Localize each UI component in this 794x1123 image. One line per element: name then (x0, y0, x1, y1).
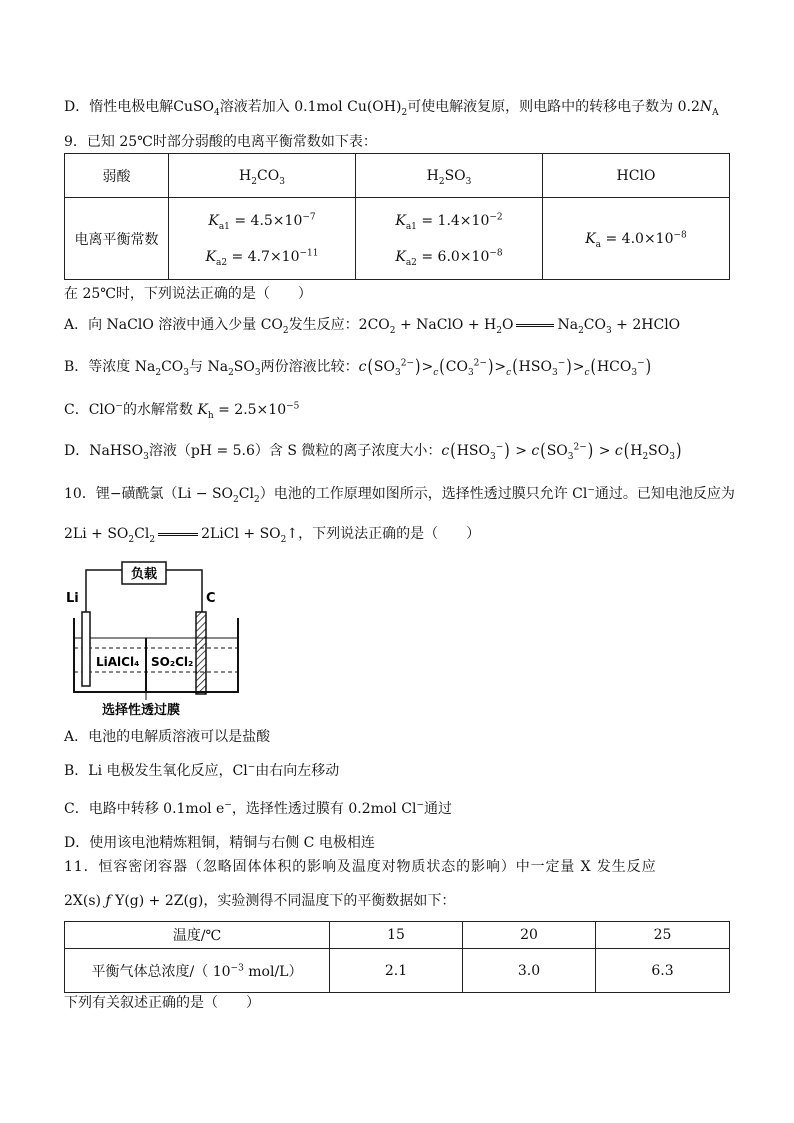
text: 的水解常数 (122, 402, 193, 418)
q11-question: 下列有关叙述正确的是（ ） (64, 995, 260, 1011)
text: 2X(s) (64, 893, 101, 909)
temp-label: 温度/℃ (65, 922, 330, 949)
temp-20: 20 (463, 922, 596, 949)
text: 2Li + SO (64, 526, 129, 542)
header-weak-acid: 弱酸 (65, 154, 169, 198)
load-label: 负载 (130, 567, 158, 582)
conc-15: 2.1 (330, 949, 463, 993)
q8-option-d: D．惰性电极电解CuSO$_4$溶液若加入 0.1mol $Cu(OH)_2$可使电解液复原，则电路中的转移电子数为 $0.2N_A$ (64, 99, 719, 118)
equals-sign (158, 533, 198, 536)
q9-option-a: A．向 NaClO 溶液中通入少量 $CO_2$发生反应：$2CO_2$ + NaClO + $H_2O$ $Na_2CO_3$ + 2HClO (64, 317, 681, 336)
text: 平衡气体总浓度/（ (91, 963, 209, 980)
exp: −8 (489, 247, 503, 258)
concentration-label (65, 949, 330, 993)
exp: −8 (673, 229, 687, 240)
conc-20: 3.0 (463, 949, 596, 993)
text: ƒ (105, 893, 111, 909)
header-h2so3: $H_2SO_3$ (356, 154, 543, 198)
text: C．ClO (64, 402, 116, 418)
q11-equilibrium-table (64, 921, 730, 993)
text: Y(g) + 2Z(g)，实验测得不同温度下的平衡数据如下： (115, 893, 456, 909)
q10-option-d: D．使用该电池精炼粗铜，精铜与右侧 C 电极相连 (64, 835, 375, 851)
c-electrode (196, 612, 206, 694)
text: B．等浓度 Na (64, 359, 156, 375)
row-label: 电离平衡常数 (65, 198, 169, 280)
q11-stem-line1: 11．恒容密闭容器（忽略固体体积的影响及温度对物质状态的影响）中一定量 X 发生反应 (64, 859, 657, 875)
q10-option-a: A．电池的电解质溶液可以是盐酸 (64, 729, 271, 745)
text: 溶液若加入 0.1mol Cu(OH) (219, 99, 402, 115)
q9-stem: 9．已知 25℃时部分弱酸的电离平衡常数如下表： (64, 134, 377, 150)
ka1: = 4.5×10 (234, 212, 303, 229)
text: mol/L） (248, 963, 303, 980)
q10-option-b: B．Li 电极发生氧化反应，Cl−由右向左移动 (64, 762, 340, 779)
text: + 2HClO (611, 317, 681, 333)
text: 10．锂−磺酰氯（Li − SO (64, 486, 234, 502)
q9-option-b: B．等浓度 $Na_2CO_3$与 $Na_2SO_3$两份溶液比较：$c(SO_3^{2-})>_c(CO_3^{2-})>_c(HSO_3^-)>_c(HCO_3^-)$ (64, 356, 652, 378)
text: SO (233, 359, 255, 375)
text: D．NaHSO (64, 443, 144, 459)
text: 两份溶液比较： (260, 359, 359, 375)
li-electrode (82, 612, 90, 686)
text: Na (557, 317, 579, 333)
text: 可使电解液复原，则电路中的转移电子数为 0.2 (407, 99, 700, 115)
text: B．Li 电极发生氧化反应，Cl (64, 763, 248, 779)
q10-option-c: C．电路中转移 0.1mol e−，选择性透过膜有 0.2mol Cl−通过 (64, 800, 452, 817)
temp-15: 15 (330, 922, 463, 949)
ka1: = 1.4×10 (421, 212, 490, 229)
text: 通过。已知电池反应为 (594, 486, 735, 502)
exp: −7 (302, 211, 316, 222)
h2co3-constants: $K_{a1} = 4.5\times 10^{-7}$ $K_{a2} = 4.7\times 10^{-11}$ (169, 198, 356, 280)
text: A．向 NaClO 溶液中通入少量 CO (64, 317, 283, 333)
right-solution-label: SO₂Cl₂ (151, 655, 194, 669)
membrane-label: 选择性透过膜 (102, 703, 181, 718)
header-h2co3: $H_2CO_3$ (169, 154, 356, 198)
text: ↑，下列说法正确的是（ ） (286, 526, 481, 542)
text: 由右向左移动 (255, 763, 340, 779)
text: ）电池的工作原理如图所示，选择性透过膜只允许 Cl (259, 486, 588, 502)
q11-stem-line2 (64, 892, 455, 910)
text: 通过 (423, 801, 452, 817)
exp: −3 (230, 962, 244, 973)
battery-diagram (62, 560, 252, 720)
text: D．惰性电极电解 (64, 99, 174, 115)
q9-constants-table (64, 153, 730, 280)
c-label: C (206, 591, 216, 606)
text: CO (161, 359, 184, 375)
exp: −2 (489, 211, 503, 222)
q9-question: 在 25℃时，下列说法正确的是（ ） (64, 286, 312, 302)
text: 发生反应：2CO (288, 317, 390, 333)
text: O (501, 317, 514, 333)
equals-sign (516, 324, 554, 327)
text: + NaClO + H (395, 317, 497, 333)
text: 溶液（pH = 5.6）含 S 微粒的离子浓度大小： (148, 443, 442, 459)
text: CO (583, 317, 606, 333)
header-hclo: HClO (543, 154, 730, 198)
exp: −11 (299, 247, 319, 258)
ka: = 4.0×10 (605, 230, 674, 247)
q10-reaction: $2Li + SO_2Cl_2$ 2LiCl + $SO_2↑$，下列说法正确的是（ ） (64, 526, 481, 545)
q9-option-d: D．NaHSO$_3$溶液（pH = 5.6）含 S 微粒的离子浓度大小：$c(HSO_3^-) > c(SO_3^{2-}) > c(H_2SO_3)$ (64, 440, 682, 462)
text: 2LiCl + SO (201, 526, 281, 542)
ka2: = 4.7×10 (231, 248, 300, 265)
temp-25: 25 (595, 922, 729, 949)
text: ，选择性透过膜有 0.2mol Cl (231, 801, 417, 817)
text: C．电路中转移 0.1mol e (64, 801, 225, 817)
hclo-constant: $K_a = 4.0\times 10^{-8}$ (543, 198, 730, 280)
li-label: Li (66, 591, 79, 606)
q9-option-c: C．ClO−的水解常数 $K_h = 2.5\times 10^{-5}$ (64, 401, 300, 421)
text: 与 Na (189, 359, 229, 375)
text: 10 (212, 963, 231, 980)
conc-25: 6.3 (595, 949, 729, 993)
text: = 2.5×10 (213, 402, 287, 418)
left-solution-label: LiAlCl₄ (96, 655, 140, 669)
q10-stem: 10．锂−磺酰氯$(Li - SO_2Cl_2)$电池的工作原理如图所示，选择性透过膜只允许 Cl−通过。已知电池反应为 (64, 485, 735, 505)
ka2: = 6.0×10 (421, 248, 490, 265)
h2so3-constants: $K_{a1} = 1.4\times 10^{-2}$ $K_{a2} = 6.0\times 10^{-8}$ (356, 198, 543, 280)
